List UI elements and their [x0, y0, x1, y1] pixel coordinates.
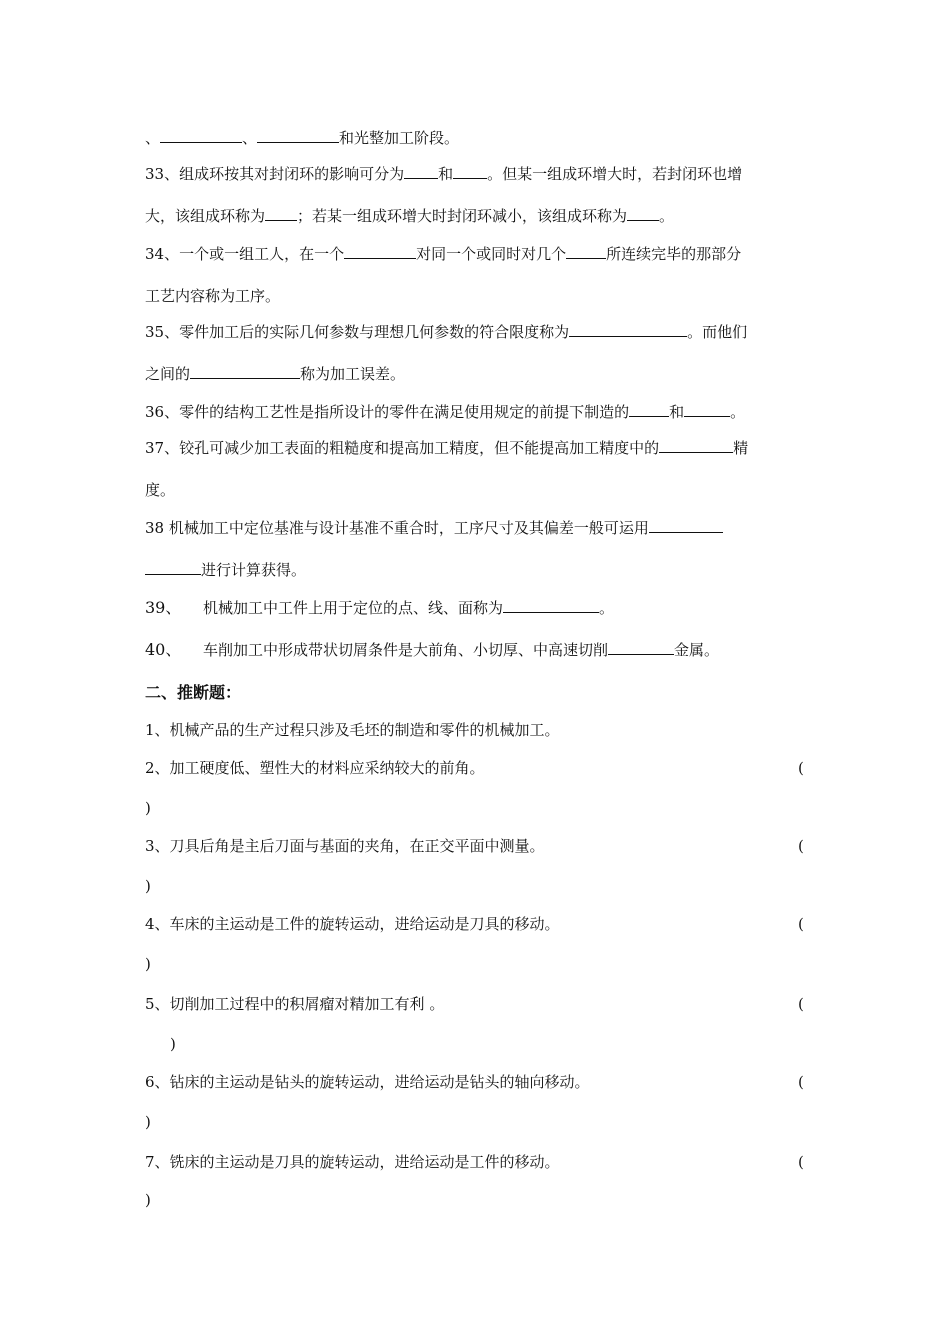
text-seg: ；若某一组成环增大时封闭环减小，该组成环称为 [297, 207, 628, 225]
answer-blank[interactable] [503, 598, 599, 613]
text-seg: 。 [659, 207, 675, 225]
judge-item-7: 7、铣床的主运动是刀具的旋转运动，进给运动是工件的移动。 [145, 1153, 560, 1171]
text-seg: 之间的 [145, 365, 191, 383]
answer-paren-open[interactable]: ( [798, 915, 804, 933]
text-seg: 和 [438, 165, 454, 183]
question-number: 40、 [145, 640, 182, 659]
section-heading: 二、推断题： [145, 683, 242, 702]
judge-item-1: 1、机械产品的生产过程只涉及毛坯的制造和零件的机械加工。 [145, 721, 560, 739]
text-seg: 精 [733, 439, 749, 457]
q36-line [145, 402, 745, 422]
answer-blank[interactable] [265, 206, 297, 221]
judge-item-5: 5、切削加工过程中的积屑瘤对精加工有利 。 [145, 995, 445, 1013]
text-seg: 和 [669, 403, 685, 421]
answer-blank[interactable] [629, 402, 669, 417]
answer-blank[interactable] [160, 128, 242, 143]
answer-blank[interactable] [608, 640, 674, 655]
answer-paren-open[interactable]: ( [798, 1153, 804, 1171]
text-seg: 工艺内容称为工序。 [145, 287, 281, 305]
q32-continuation [145, 128, 459, 148]
answer-blank[interactable] [145, 560, 201, 575]
answer-blank[interactable] [453, 164, 487, 179]
q35-line2 [145, 364, 405, 384]
text-seg: 、 [145, 129, 161, 147]
answer-paren-close[interactable]: ) [145, 1191, 151, 1209]
answer-paren-open[interactable]: ( [798, 837, 804, 855]
text-seg: 车削加工中形成带状切屑条件是大前角、小切厚、中高速切削 [203, 641, 609, 659]
answer-blank[interactable] [659, 438, 733, 453]
answer-blank[interactable] [257, 128, 339, 143]
answer-paren-close[interactable]: ) [145, 799, 151, 817]
answer-blank[interactable] [684, 402, 730, 417]
judge-item-4: 4、车床的主运动是工件的旋转运动，进给运动是刀具的移动。 [145, 915, 560, 933]
text-seg: 33、组成环按其对封闭环的影响可分为 [145, 165, 405, 183]
q34-line2 [145, 286, 280, 306]
text-seg: 37、铰孔可减少加工表面的粗糙度和提高加工精度，但不能提高加工精度中的 [145, 439, 660, 457]
question-number: 39、 [145, 598, 182, 617]
text-seg: 对同一个或同时对几个 [416, 245, 567, 263]
answer-blank[interactable] [404, 164, 438, 179]
text-seg: 进行计算获得。 [201, 561, 307, 579]
text-seg: 大，该组成环称为 [145, 207, 266, 225]
answer-paren-open[interactable]: ( [798, 995, 804, 1013]
text-seg: 34、一个或一组工人，在一个 [145, 245, 345, 263]
text-seg: 机械加工中工件上用于定位的点、线、面称为 [203, 599, 504, 617]
answer-blank[interactable] [344, 244, 416, 259]
judge-item-2: 2、加工硬度低、塑性大的材料应采纳较大的前角。 [145, 759, 485, 777]
q33-line1 [145, 164, 742, 184]
text-seg: 所连续完毕的那部分 [606, 245, 742, 263]
text-seg: 。但某一组成环增大时，若封闭环也增 [487, 165, 743, 183]
answer-blank[interactable] [569, 322, 687, 337]
answer-paren-open[interactable]: ( [798, 1073, 804, 1091]
judge-item-6: 6、钻床的主运动是钻头的旋转运动，进给运动是钻头的轴向移动。 [145, 1073, 590, 1091]
q38-line1 [145, 518, 723, 538]
answer-blank[interactable] [190, 364, 300, 379]
judge-item-3: 3、刀具后角是主后刀面与基面的夹角，在正交平面中测量。 [145, 837, 545, 855]
text-seg: 36、零件的结构工艺性是指所设计的零件在满足使用规定的前提下制造的 [145, 403, 630, 421]
text-seg: 。而他们 [687, 323, 748, 341]
q35-line1 [145, 322, 747, 342]
q34-line1 [145, 244, 741, 264]
answer-blank[interactable] [649, 518, 723, 533]
answer-blank[interactable] [566, 244, 606, 259]
text-seg: 度。 [145, 481, 176, 499]
q38-line2 [145, 560, 306, 580]
answer-paren-open[interactable]: ( [798, 759, 804, 777]
text-seg: 35、零件加工后的实际几何参数与理想几何参数的符合限度称为 [145, 323, 570, 341]
answer-blank[interactable] [627, 206, 659, 221]
q40-line [145, 640, 719, 660]
text-seg: 、 [242, 129, 258, 147]
text-seg: 。 [730, 403, 746, 421]
q39-line [145, 598, 614, 618]
q37-line1 [145, 438, 748, 458]
answer-paren-close[interactable]: ) [145, 1113, 151, 1131]
answer-paren-close[interactable]: ) [145, 877, 151, 895]
text-seg: 38 机械加工中定位基准与设计基准不重合时，工序尺寸及其偏差一般可运用 [145, 519, 649, 537]
q37-line2 [145, 480, 175, 500]
answer-paren-close[interactable]: ) [170, 1035, 176, 1053]
answer-paren-close[interactable]: ) [145, 955, 151, 973]
text-seg: 称为加工误差。 [300, 365, 406, 383]
text-seg: 。 [599, 599, 615, 617]
text-seg: 金属。 [674, 641, 720, 659]
text-seg: 和光整加工阶段。 [339, 129, 460, 147]
q33-line2 [145, 206, 674, 226]
